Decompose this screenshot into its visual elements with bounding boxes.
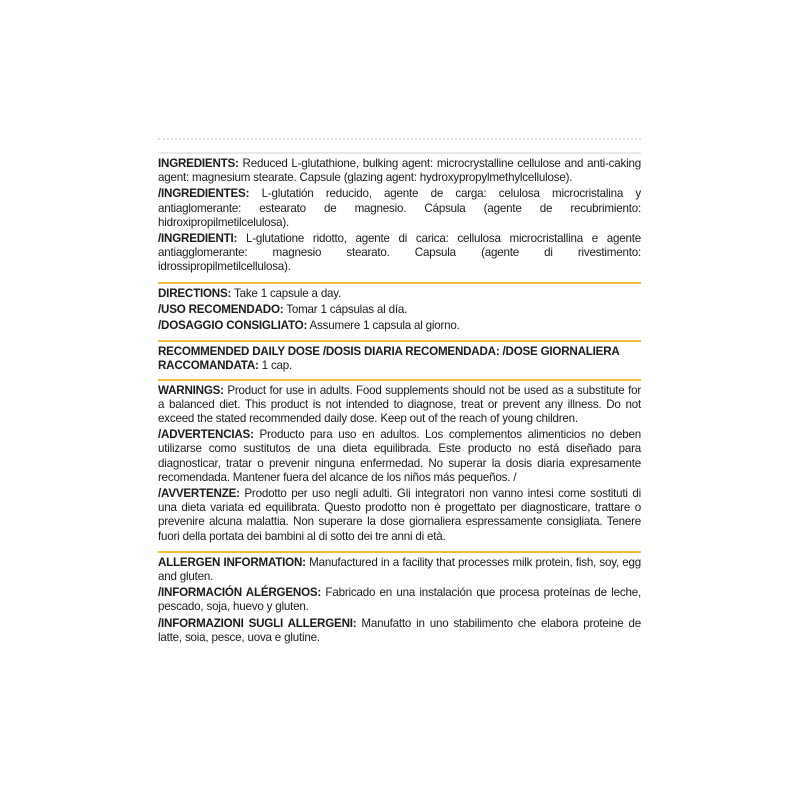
allergen-it-text: Manufatto in uno stabilimento che elabora proteine de latte, soia, pesce, uova e glutine. xyxy=(158,616,641,644)
daily-dose-label: RECOMMENDED DAILY DOSE /DOSIS DIARIA RECOMENDADA: /DOSE GIORNALIERA RACCOMANDATA: xyxy=(158,345,620,373)
warnings-it-label: /AVVERTENZE: xyxy=(158,487,240,501)
ingredients-it-label: /INGREDIENTI: xyxy=(158,232,238,246)
allergen-es xyxy=(158,586,641,614)
warnings-en-label: WARNINGS: xyxy=(158,383,224,397)
daily-dose-value: 1 cap. xyxy=(258,359,293,373)
ingredients-es-text: L-glutatión reducido, agente de carga: celulosa microcristalina y antiaglomerante: estearato de magnesio. Cápsula (agente de recubrimiento: hidroxipropilmetilcelulosa). xyxy=(158,187,641,229)
ingredients-es-label: /INGREDIENTES: xyxy=(158,187,250,201)
directions-it xyxy=(158,319,641,333)
supplement-label xyxy=(158,138,641,652)
warnings-en-text: Product for use in adults. Food supplements should not be used as a substitute for a balanced diet. This product is not intended to diagnose, treat or prevent any illness. Do not exceed the stated recommended daily dose. Keep out of the reach of young children. xyxy=(158,383,641,426)
allergen-section xyxy=(158,551,641,652)
ingredients-it-text: L-glutatione ridotto, agente di carica: cellulosa microcristallina e agente antiagglomerante: magnesio stearato. Capsula (agente di rivestimento: idrossipropilmetilcellulosa). xyxy=(158,232,641,274)
directions-it-text: Assumere 1 capsula al giorno. xyxy=(307,319,460,333)
ingredients-es xyxy=(158,187,641,230)
directions-en xyxy=(158,287,641,301)
ingredients-en xyxy=(158,157,641,185)
allergen-es-label: /INFORMACIÓN ALÉRGENOS: xyxy=(158,586,322,600)
directions-es-text: Tomar 1 cápsulas al día. xyxy=(283,302,408,316)
ingredients-section xyxy=(158,152,641,282)
ingredients-en-label: INGREDIENTS: xyxy=(158,157,239,170)
warnings-it-text: Prodotto per uso negli adulti. Gli integratori non vanno intesi come sostituti di una dieta variata ed equilibrata. Questo prodotto non è progettato per diagnosticare, trattare o prevenire alcuna malattia. Non superare la dose giornaliera espressamente consigliata. Tenere fuori della portata dei bambini al di sotto dei tre anni di età. xyxy=(158,487,641,543)
daily-dose-section xyxy=(158,340,641,378)
allergen-en-label: ALLERGEN INFORMATION: xyxy=(158,555,306,569)
cropped-top-edge xyxy=(158,138,641,146)
ingredients-it xyxy=(158,232,641,275)
warnings-en xyxy=(158,384,641,427)
warnings-es xyxy=(158,428,641,485)
directions-en-label: DIRECTIONS: xyxy=(158,286,232,300)
directions-section xyxy=(158,282,641,341)
directions-en-text: Take 1 capsule a day. xyxy=(231,286,342,300)
warnings-es-label: /ADVERTENCIAS: xyxy=(158,428,254,442)
directions-es xyxy=(158,303,641,317)
directions-it-label: /DOSAGGIO CONSIGLIATO: xyxy=(158,319,308,333)
allergen-es-text: Fabricado en una instalación que procesa proteínas de leche, pescado, soja, huevo y gluten. xyxy=(158,586,641,614)
allergen-it xyxy=(158,617,641,645)
warnings-section xyxy=(158,379,641,551)
ingredients-en-text: Reduced L-glutathione, bulking agent: microcrystalline cellulose and anti-caking agent: magnesium stearate. Capsule (glazing agent: hydroxypropylmethylcellulose). xyxy=(158,157,641,185)
warnings-es-text: Producto para uso en adultos. Los complementos alimenticios no deben utilizarse como sustitutos de una dieta equilibrada. Este producto no está diseñado para diagnosticar, tratar o prevenir ninguna enfermedad. No superar la dosis diaria expresamente recomendada. Mantener fuera del alcance de los niños más pequeños. / xyxy=(158,428,641,484)
warnings-it xyxy=(158,487,641,544)
allergen-en-text: Manufactured in a facility that processes milk protein, fish, soy, egg and gluten. xyxy=(158,555,641,584)
allergen-it-label: /INFORMAZIONI SUGLI ALLERGENI: xyxy=(158,616,357,630)
directions-es-label: /USO RECOMENDADO: xyxy=(158,302,284,316)
allergen-en xyxy=(158,556,641,584)
